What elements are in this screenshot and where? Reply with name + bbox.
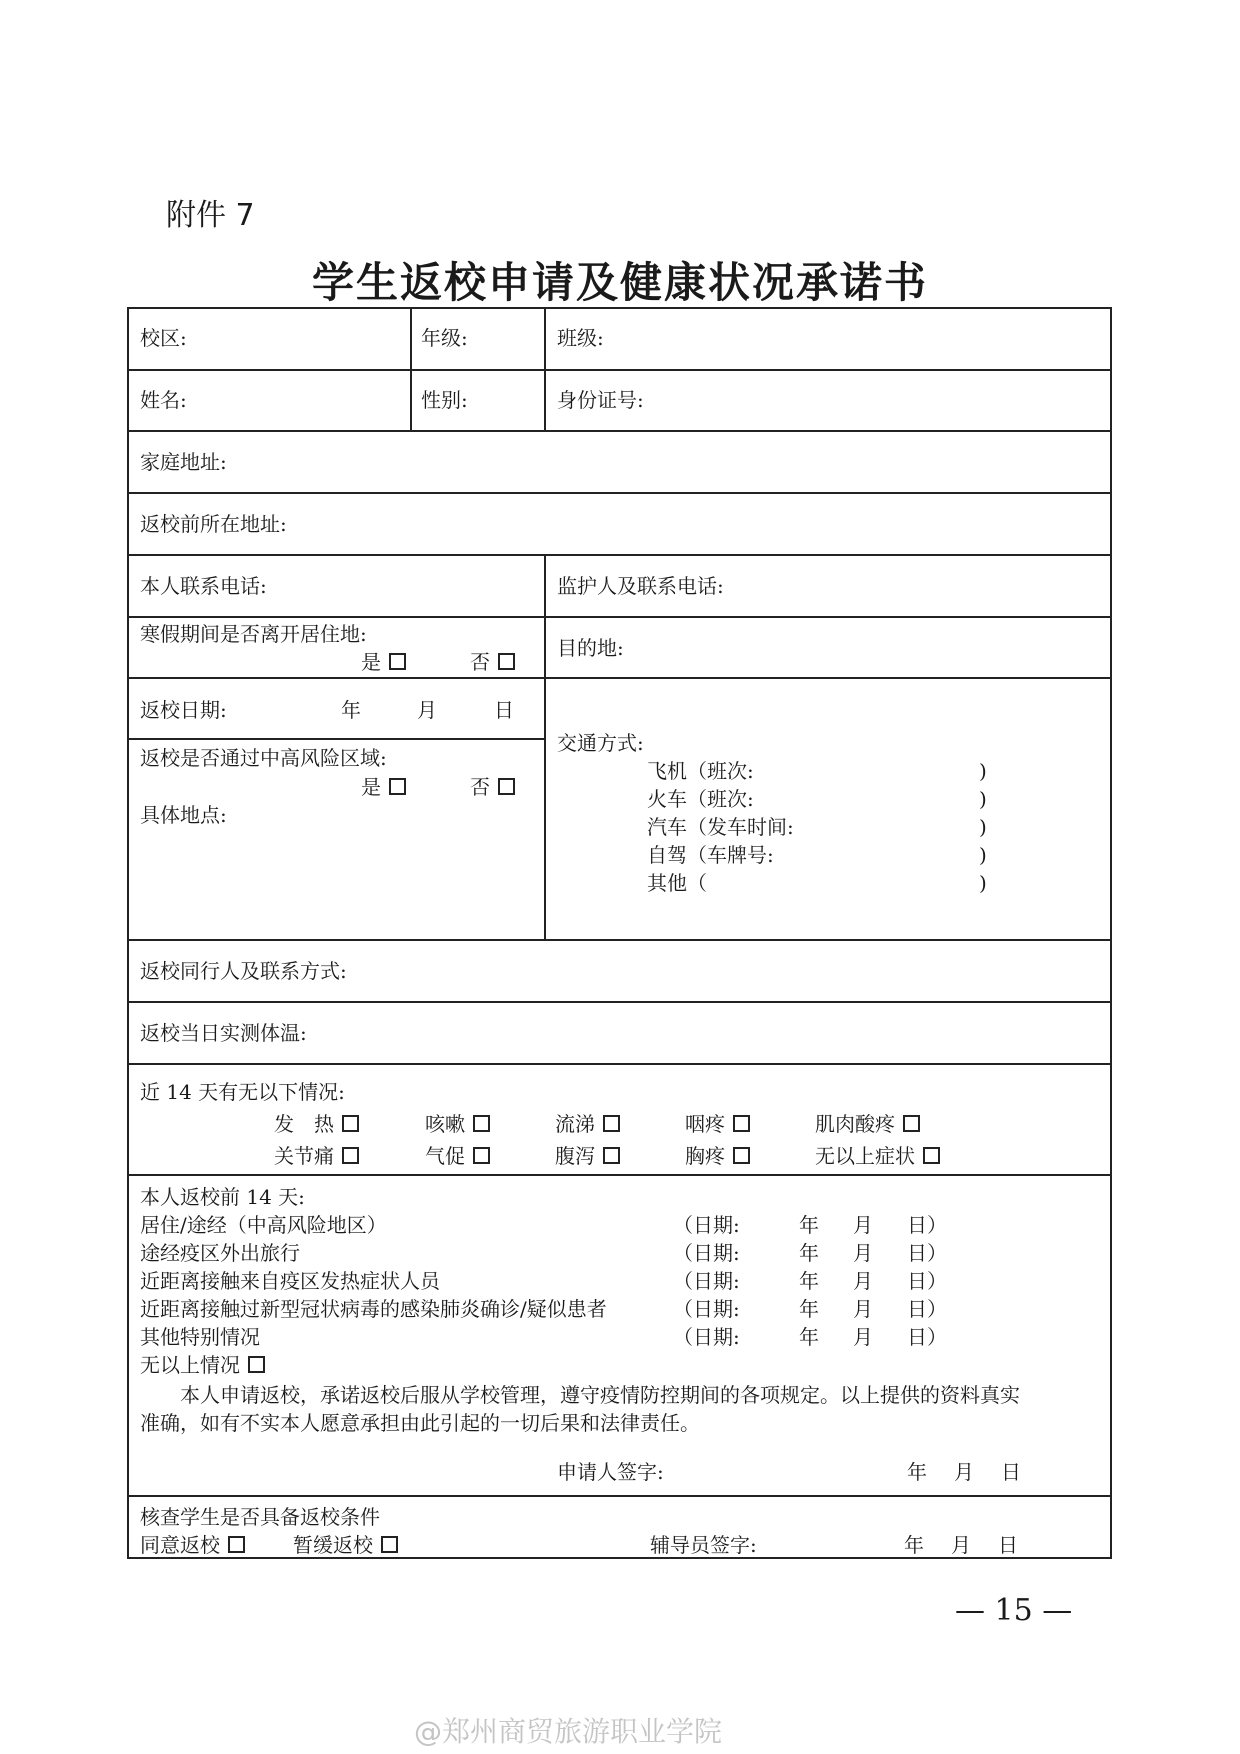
review-day: 日 [998,1533,1018,1557]
transport-close-4: ) [979,843,987,867]
symptom-label: 咽疼 [685,1112,725,1136]
rule-5 [129,616,1110,618]
history-date-year: 年 [799,1241,819,1265]
review-agree [140,1533,245,1557]
pledge-month: 月 [954,1460,974,1484]
symptom-label: 气促 [425,1144,465,1168]
history-item-3: 近距离接触来自疫区发热症状人员 [140,1269,440,1293]
symptom-label: 发 热 [274,1112,334,1136]
yes-checkbox[interactable] [389,653,406,670]
history-item-1: 居住/途经（中高风险地区） [140,1213,387,1237]
companions-label: 返校同行人及联系方式: [140,959,347,983]
transport-flight: 飞机（班次: [647,759,754,783]
applicant-sign-label: 申请人签字: [557,1460,664,1484]
postpone-checkbox[interactable] [381,1536,398,1553]
transport-other: 其他（ [647,871,707,895]
review-postpone [293,1533,398,1557]
history-date-month: 月 [853,1325,873,1349]
rule-12 [129,1495,1110,1497]
symptom-shortness-breath [425,1144,490,1168]
return-date-year: 年 [341,698,361,722]
review-label: 核查学生是否具备返校条件 [140,1505,380,1529]
home-address-label: 家庭地址: [140,450,227,474]
history-date-year: 年 [799,1325,819,1349]
history-label: 本人返校前 14 天: [140,1185,305,1209]
symptom-label: 肌肉酸疼 [815,1112,895,1136]
rule-4 [129,554,1110,556]
history-none-label: 无以上情况 [140,1353,240,1377]
risk-area-no [470,775,515,799]
history-date-label: （日期: [673,1269,740,1293]
symptom-label: 腹泻 [555,1144,595,1168]
symptom-label: 咳嗽 [425,1112,465,1136]
chest-pain-checkbox[interactable] [733,1147,750,1164]
class-label: 班级: [557,326,604,350]
rule-9 [129,1001,1110,1003]
rule-11 [129,1174,1110,1176]
symptom-label: 无以上症状 [815,1144,915,1168]
watermark: @郑州商贸旅游职业学院 [414,1715,723,1748]
symptom-none [815,1144,940,1168]
transport-close-2: ) [979,787,987,811]
history-date-label: （日期: [673,1213,740,1237]
symptoms-label: 近 14 天有无以下情况: [140,1080,345,1104]
transport-label: 交通方式: [557,731,644,755]
rule-2 [129,430,1110,432]
pledge-day: 日 [1001,1460,1021,1484]
symptom-fever [274,1112,359,1136]
no-label: 否 [470,650,490,674]
cough-checkbox[interactable] [473,1115,490,1132]
muscle-ache-checkbox[interactable] [903,1115,920,1132]
symptom-muscle-ache [815,1112,920,1136]
history-date-day: 日） [907,1325,947,1349]
pledge-line-2: 准确，如有不实本人愿意承担由此引起的一切后果和法律责任。 [140,1411,700,1435]
rule-8 [129,939,1110,941]
counselor-sign-label: 辅导员签字: [650,1533,757,1557]
yes-checkbox[interactable] [389,778,406,795]
attachment-label: 附件 7 [166,198,255,233]
no-symptoms-checkbox[interactable] [923,1147,940,1164]
name-label: 姓名: [140,388,187,412]
specific-location-label: 具体地点: [140,803,227,827]
symptom-sore-throat [685,1112,750,1136]
rule-3 [129,492,1110,494]
history-date-month: 月 [853,1241,873,1265]
history-item-5: 其他特别情况 [140,1325,260,1349]
review-month: 月 [951,1533,971,1557]
agree-label: 同意返校 [140,1533,220,1557]
transport-bus: 汽车（发车时间: [647,815,794,839]
transport-self-drive: 自驾（车牌号: [647,843,774,867]
no-checkbox[interactable] [498,778,515,795]
rule-6 [129,677,1110,679]
history-date-day: 日） [907,1269,947,1293]
left-residence-no [470,650,515,674]
gender-label: 性别: [421,388,468,412]
postpone-label: 暂缓返校 [293,1533,373,1557]
history-date-day: 日） [907,1297,947,1321]
return-date-label: 返校日期: [140,698,227,722]
history-none [140,1353,265,1377]
history-date-label: （日期: [673,1325,740,1349]
no-checkbox[interactable] [498,653,515,670]
guardian-phone-label: 监护人及联系电话: [557,574,724,598]
diarrhea-checkbox[interactable] [603,1147,620,1164]
pre-return-address-label: 返校前所在地址: [140,512,287,536]
transport-train: 火车（班次: [647,787,754,811]
history-date-year: 年 [799,1213,819,1237]
application-form-table [127,307,1112,1559]
self-phone-label: 本人联系电话: [140,574,267,598]
vrule-a [410,309,412,430]
history-date-month: 月 [853,1269,873,1293]
symptom-runny-nose [555,1112,620,1136]
symptom-label: 胸疼 [685,1144,725,1168]
history-item-4: 近距离接触过新型冠状病毒的感染肺炎确诊/疑似患者 [140,1297,607,1321]
risk-area-question: 返校是否通过中高风险区域: [140,746,387,770]
history-date-day: 日） [907,1213,947,1237]
transport-close-3: ) [979,815,987,839]
risk-area-yes [361,775,406,799]
history-date-label: （日期: [673,1297,740,1321]
history-date-year: 年 [799,1297,819,1321]
review-year: 年 [904,1533,924,1557]
history-date-day: 日） [907,1241,947,1265]
yes-label: 是 [361,775,381,799]
symptom-label: 关节痛 [274,1144,334,1168]
id-number-label: 身份证号: [557,388,644,412]
runny-nose-checkbox[interactable] [603,1115,620,1132]
campus-label: 校区: [140,326,187,350]
rule-10 [129,1063,1110,1065]
vrule-c [544,554,546,939]
temperature-label: 返校当日实测体温: [140,1021,307,1045]
history-item-2: 途经疫区外出旅行 [140,1241,300,1265]
symptom-cough [425,1112,490,1136]
transport-close-5: ) [979,871,987,895]
destination-label: 目的地: [557,636,624,660]
symptom-label: 流涕 [555,1112,595,1136]
yes-label: 是 [361,650,381,674]
symptom-chest-pain [685,1144,750,1168]
joint-pain-checkbox[interactable] [342,1147,359,1164]
sore-throat-checkbox[interactable] [733,1115,750,1132]
form-title: 学生返校申请及健康状况承诺书 [311,258,928,307]
return-date-month: 月 [417,698,437,722]
no-label: 否 [470,775,490,799]
pledge-year: 年 [907,1460,927,1484]
vrule-b [544,309,546,430]
symptom-joint-pain [274,1144,359,1168]
return-date-day: 日 [494,698,514,722]
rule-7 [129,738,544,740]
history-date-year: 年 [799,1269,819,1293]
history-date-label: （日期: [673,1241,740,1265]
history-date-month: 月 [853,1297,873,1321]
symptom-diarrhea [555,1144,620,1168]
history-date-month: 月 [853,1213,873,1237]
rule-1 [129,369,1110,371]
shortness-breath-checkbox[interactable] [473,1147,490,1164]
left-residence-question: 寒假期间是否离开居住地: [140,622,367,646]
pledge-line-1: 本人申请返校，承诺返校后服从学校管理，遵守疫情防控期间的各项规定。以上提供的资料真实 [180,1383,1020,1407]
grade-label: 年级: [421,326,468,350]
fever-checkbox[interactable] [342,1115,359,1132]
page-number: — 15 — [955,1593,1073,1628]
transport-close-1: ) [979,759,987,783]
left-residence-yes [361,650,406,674]
history-none-checkbox[interactable] [248,1356,265,1373]
agree-checkbox[interactable] [228,1536,245,1553]
